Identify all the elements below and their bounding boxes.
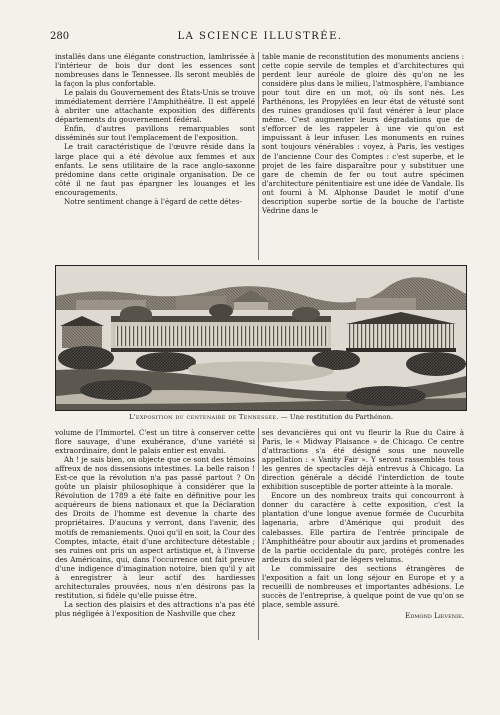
paragraph: installés dans une élégante construction, lambrissée à l'intérieur de bois dur dont les essences sont nombreuses dans le Tennessee. Ils seront meublés de la façon la plus confortable.	[55, 52, 255, 89]
paragraph: Le palais du Gouvernement des États-Unis se trouve immédiatement derrière l'Amphithéâtre. Il est appelé à abriter une attachante exposition des différents départements du gouvernement fédéral.	[55, 88, 255, 125]
engraving-exposition-parthenon	[55, 265, 467, 411]
column-2-bottom	[262, 428, 464, 620]
paragraph: Encore un des nombreux traits qui concourront à donner du caractère à cette exposition, c'est la plantation d'une longue avenue formée de Cucurbita lagenaria, arbre d'Amérique qui produit des calebasses. Elle partira de l'entrée principale de l'Amphithéâtre pour aboutir aux jardins et promenades de la partie occidentale du parc, protégés contre les ardeurs du soleil par de légers velums.	[262, 491, 464, 564]
paragraph: La section des plaisirs et des attractions n'a pas été plus négligée à l'exposition de Nashville que chez	[55, 599, 255, 618]
paragraph: Le trait caractéristique de l'œuvre réside dans la large place qui a été dévolue aux femmes et aux enfants. Le sens utilitaire de la race anglo-saxonne prédomine dans cette originale organisation. De ce côté il ne faut pas épargner les louanges et les encouragements.	[55, 142, 255, 197]
figure-caption	[55, 413, 467, 421]
page-number: 280	[50, 31, 70, 42]
journal-title: LA SCIENCE ILLUSTRÉE.	[177, 31, 343, 42]
caption-title: L'exposition du centenaire de Tennessee.	[128, 413, 279, 421]
column-divider-top	[258, 52, 259, 260]
paragraph: volume de l'Immortel. C'est un titre à conserver cette flore sauvage, d'une exubérance, d'une variété si extraordinaire, dont le palais entier est envahi.	[55, 428, 255, 456]
column-1-top	[55, 52, 255, 206]
paragraph: table manie de reconstitution des monuments anciens : cette copie servile de temples et d'architectures qui perdent leur auréole de gloire dès qu'on ne les considère plus dans le milieu, l'atmosphère, l'ambiance pour tout dire en un mot, où ils sont nés. Les Parthénons, les Propylées en leur état de vétusté sont des ruines grandioses qu'il faut vénérer à leur place même. C'est augmenter leurs dégradations que de s'efforcer de les rappeler à une vie qu'on est impuissant à leur infuser. Les monuments en ruines sont toujours vénérables : voyez, à Paris, les vestiges de l'ancienne Cour des Comptes : c'est superbe, et le projet de les faire disparaître pour y substituer une gare de chemin de fer ou tout autre spécimen d'architecture pénitentiaire est une idée de Vandale. Ils ont fourni à M. Alphonse Daudet le motif d'une description superbe sortie de la bouche de l'artiste Védrine dans le	[262, 52, 464, 215]
paragraph: Enfin, d'autres pavillons remarquables sont disséminés sur tout l'emplacement de l'exposition.	[55, 124, 255, 143]
author-signature: Edmond Lievenie.	[405, 610, 464, 620]
paragraph: ses devancières qui ont vu fleurir la Rue du Caire à Paris, le « Midway Plaisance » de Chicago. Ce centre d'attractions s'a été désigné sous une nouvelle appellation : « Vanity Fair ». Y seront rassemblés tous les genres de spectacles déjà entrevus à Chicago. La direction générale a décidé l'interdiction de toute exhibition susceptible de porter atteinte à la morale.	[262, 428, 464, 492]
paragraph: Ah ! je sais bien, on objecte que ce sont des témoins affreux de nos dissensions intestines. La belle raison ! Est-ce que la révolution n'a pas passé partout ? On goûte un plaisir philosophique à considérer que la Révolution de 1789 a été faite en définitive pour les acquéreurs de biens nationaux et que la Déclaration des Droits de l'homme est devenue la charte des propriétaires. D'aucuns y verront, dans l'avenir, des motifs de remaniements. Quoi qu'il en soit, la Cour des Comptes, intacte, était d'une architecture détestable ; ses ruines ont pris un aspect artistique et, à l'inverse des Américains, qui, dans l'occurrence ont fait preuve d'une indigence d'imagination notoire, bien qu'il y ait à enregistrer à leur actif des hardiesses architecturales prouvées, nous n'en désirons pas la restitution, si fidèle qu'elle puisse être.	[55, 455, 255, 600]
caption-subtitle: — Une restitution du Parthénon.	[278, 413, 394, 421]
column-1-bottom	[55, 428, 255, 618]
paragraph: Notre sentiment change à l'égard de cette détes-	[64, 196, 242, 206]
engraving-illustration	[56, 266, 466, 410]
column-2-top	[262, 52, 464, 215]
page-header	[50, 31, 470, 45]
column-divider-bottom	[258, 428, 259, 640]
paragraph: Le commissaire des sections étrangères de l'exposition a fait un long séjour en Europe et y a recueilli de nombreuses et importantes adhésions. Le succès de l'entreprise, à quelque point de vue qu'on se place, semble assuré.	[262, 563, 464, 609]
